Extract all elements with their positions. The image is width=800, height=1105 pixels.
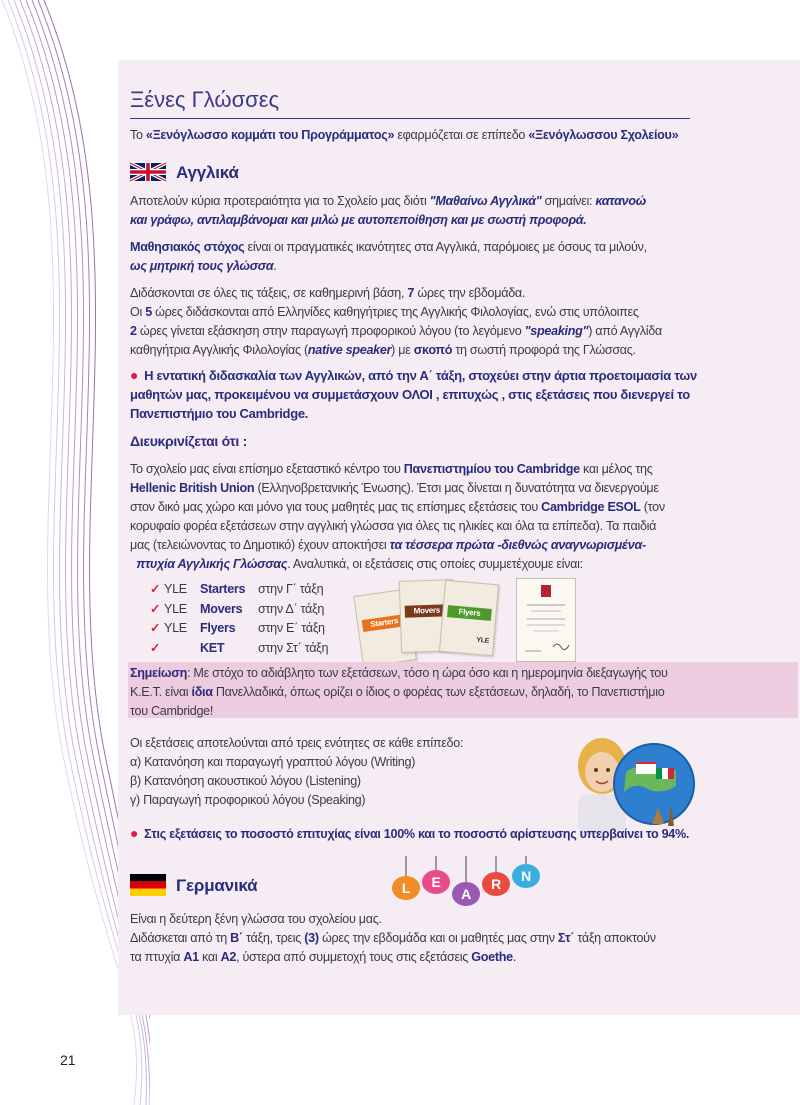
text-emph: Hellenic British Union [130,481,255,495]
text-emph: πτυχία Αγγλικής Γλώσσας [136,557,288,571]
exam-row [150,600,328,620]
exam-prefix: YLE [164,601,187,616]
text-emph: "Μαθαίνω Αγγλικά" [429,194,542,208]
text-emph: Cambridge ESOL [541,500,641,514]
german-p2 [130,929,790,967]
english-p5 [130,460,790,574]
text: μας (τελειώνοντας το Δημοτικό) έχουν αποκτήσει [130,538,390,552]
intro-text: εφαρμόζεται σε επίπεδο [394,128,529,142]
bullet-dot-icon: ● [130,825,139,841]
check-icon: ✓ [150,621,161,636]
text-emph: και γράφω, αντιλαμβάνομαι και μιλώ με αυτοπεποίθηση και με σωστή προφορά. [130,213,587,227]
text: Πανελλαδικά, όπως ορίζει ο ίδιος ο φορέας των εξετάσεων, δηλαδή, το Πανεπιστήμιο [212,685,665,699]
bullet-text: υπερβαίνει το 94%. [579,827,690,841]
text: ) με [391,343,414,357]
text: ώρες την εβδομάδα και οι μαθητές μας στην [318,931,558,945]
text: τάξη αποκτούν [574,931,656,945]
check-icon: ✓ [150,601,161,616]
exam-prefix: YLE [164,621,187,636]
text: ώρες διδάσκονται από Ελληνίδες καθηγήτριες της Αγγλικής Φιλολογίας, ενώ στις υπόλοιπες [151,305,639,319]
text-emph: A2 [220,950,237,964]
text: σημαίνει: [541,194,596,208]
text-emph: τα τέσσερα πρώτα -διεθνώς αναγνωρισμένα- [389,538,646,552]
learn-letter-e: E [431,874,441,890]
text-emph: σκοπό [413,343,453,357]
text-emph: "speaking" [524,324,589,338]
text: ) από Αγγλίδα [588,324,662,338]
text: είναι οι πραγματικές ικανότητες στα Αγγλικά, παρόμοιες με όσους τα μιλούν, [244,240,647,254]
exam-level: Starters [200,582,246,597]
learn-balloons-image [388,856,548,916]
text: β) Κατανόηση ακουστικού λόγου (Listening) [130,774,361,788]
exam-list [150,580,328,658]
german-heading [130,874,257,896]
text: και [198,950,221,964]
text: γ) Παραγωγή προφορικού λόγου (Speaking) [130,793,366,807]
exam-row [150,580,328,600]
text: . [512,950,517,964]
text-emph: 2 [130,324,137,338]
text: ώρες την εβδομάδα. [414,286,526,300]
certificate-label: Movers [405,604,449,618]
text: . [273,259,277,273]
text: Αποτελούν κύρια προτεραιότητα για το Σχολείο μας διότι [130,194,430,208]
intro-line [130,126,790,145]
text: Διδάσκεται από τη [130,931,231,945]
text: τάξη, τρεις [242,931,305,945]
english-title: Αγγλικά [176,162,239,182]
text: στον δικό μας χώρο και μόνο για τους μαθητές μας τις επίσημες εξετάσεις του [130,500,542,514]
bullet-dot-icon: ● [130,367,139,383]
intro-bold: «Ξενόγλωσσο κομμάτι του Προγράμματος» [145,128,395,142]
page-number: 21 [60,1052,76,1068]
certificates-image [356,578,496,664]
intro-text: Το [130,128,146,142]
text-emph: A1 [183,950,199,964]
note-text [130,664,790,721]
check-icon: ✓ [150,582,161,597]
english-bullet-intensive [130,366,790,423]
text: ώρες γίνεται εξάσκηση στην παραγωγή προφορικού λόγου (το λεγόμενο [136,324,525,338]
text: α) Κατανόηση και παραγωγή γραπτού λόγου (Writing) [130,755,416,769]
english-p4 [130,303,790,360]
exam-row [150,639,328,659]
text: κορυφαίο φορέα εξετάσεων στην αγγλική γλώσσα για όλες τις ηλικίες και όλα τα επίπεδα). Τα παιδιά [130,519,657,533]
text: (τον [640,500,665,514]
text: Οι εξετάσεις αποτελούνται από τρεις ενότητες σε κάθε επίπεδο: [130,736,464,750]
bullet-text: μαθητών μας, προκειμένου να συμμετάσχουν ΟΛΟΙ , επιτυχώς , στις εξετάσεις που διενεργεί το [130,387,690,402]
text: Οι [130,305,146,319]
text: , ύστερα από συμμετοχή τους στις εξετάσεις [236,950,472,964]
diploma-crest-icon [517,579,575,661]
germany-flag-icon [130,874,166,896]
certificate-corner-mark: YLE [476,636,490,645]
exam-grade: στην Δ΄ τάξη [258,601,325,616]
text-emph: 7 [407,286,415,300]
text: τα πτυχία [130,950,184,964]
bullet-text: Στις εξετάσεις το ποσοστό επιτυχίας είναι 100% και το ποσοστό αρίστευσης [144,827,580,841]
uk-flag-icon [130,162,166,182]
german-p1: Είναι η δεύτερη ξένη γλώσσα του σχολείου μας. [130,912,382,926]
exam-grade: στην Στ΄ τάξη [258,640,329,655]
certificate-label: Flyers [447,605,492,621]
text-emph: ίδια [191,685,213,699]
text: καθηγήτρια Αγγλικής Φιλολογίας ( [130,343,308,357]
text: και μέλος της [579,462,653,476]
text-emph: κατανοώ [595,194,646,208]
clarify-heading: Διευκρινίζεται ότι : [130,433,247,449]
english-heading [130,162,239,182]
english-bullet-success [130,824,790,844]
bullet-text: Η εντατική διδασκαλία των Αγγλικών, από την Α΄ τάξη, στοχεύει στην άρτια προετοιμασία των [144,368,697,383]
learn-letter-l: L [401,880,411,896]
english-p1 [130,192,790,230]
german-title: Γερμανικά [176,875,258,895]
bullet-text: Πανεπιστήμιο του Cambridge. [130,406,309,421]
text: Κ.Ε.Τ. είναι [130,685,192,699]
english-p3 [130,284,790,303]
exam-grade: στην Γ΄ τάξη [258,582,324,597]
text-emph: Στ΄ [557,931,575,945]
text-emph: (3) [304,931,319,945]
text-emph: Β΄ [230,931,243,945]
check-icon: ✓ [150,640,161,655]
english-p2 [130,238,790,276]
exam-level: Flyers [200,621,236,636]
text-emph: 5 [145,305,152,319]
title-row [130,87,690,119]
text: . Αναλυτικά, οι εξετάσεις στις οποίες συμμετέχουμε είναι: [287,557,583,571]
text: Το σχολείο μας είναι επίσημο εξεταστικό κέντρο του [130,462,404,476]
text: : Με στόχο το αδιάβλητο των εξετάσεων, τόσο η ώρα όσο και η ημερομηνία διεξαγωγής του [186,666,668,680]
exam-grade: στην Ε΄ τάξη [258,621,325,636]
intro-bold: «Ξενόγλωσσου Σχολείου» [528,128,679,142]
text-emph: Goethe [471,950,513,964]
text-emph: ως μητρική τους γλώσσα [130,259,274,273]
diploma-image [516,578,576,662]
page-title: Ξένες Γλώσσες [130,87,280,112]
exam-row [150,619,328,639]
text: Διδάσκονται σε όλες τις τάξεις, σε καθημερινή βάση, [130,286,408,300]
certificate-label: Starters [362,614,407,632]
exam-level: KET [200,640,225,655]
text: τη σωστή προφορά της Γλώσσας. [452,343,636,357]
certificate-flyers [439,580,499,656]
learn-letter-n: N [521,868,531,884]
text: του Cambridge! [130,704,214,718]
note-label: Σημείωση [130,666,187,680]
text-emph: native speaker [307,343,392,357]
learn-letter-r: R [491,876,501,892]
exam-prefix: YLE [164,582,187,597]
learn-letter-a: A [461,886,471,902]
text: (Ελληνοβρετανικής Ένωσης). Έτσι μας δίνεται η δυνατότητα να διενεργούμε [254,481,659,495]
exam-level: Movers [200,601,243,616]
text-emph: Πανεπιστημίου του Cambridge [403,462,580,476]
text-emph: Μαθησιακός στόχος [130,240,245,254]
